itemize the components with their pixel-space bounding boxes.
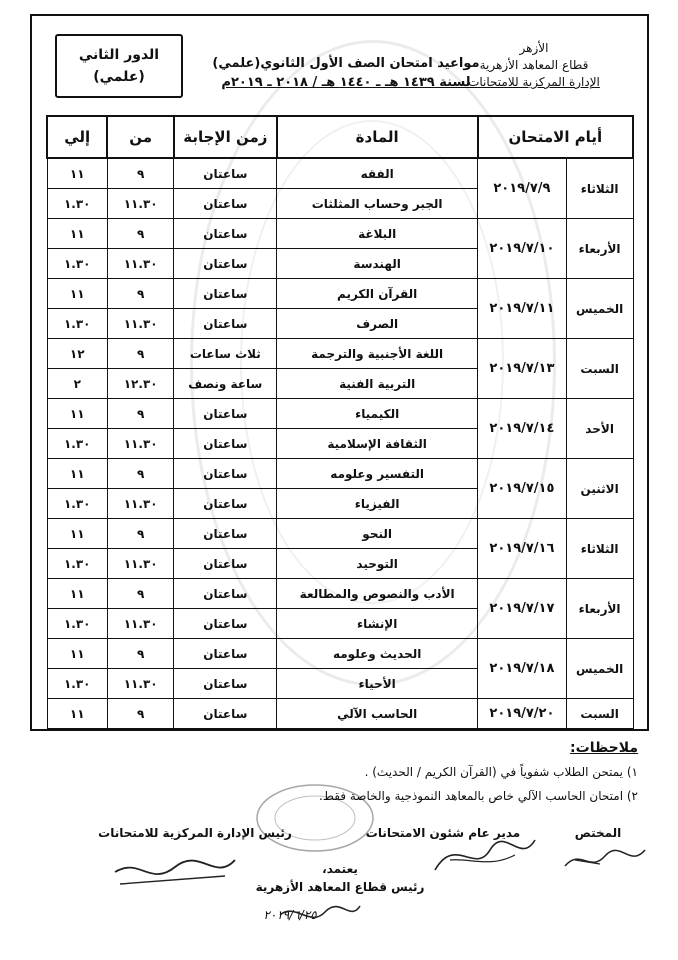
end-time: ١١ [47,699,107,729]
exam-date: ٢٠١٩/٧/١٠ [478,219,567,279]
end-time: ١١ [47,158,107,189]
start-time: ١١.٣٠ [107,309,173,339]
signature-head-central-handwritten [110,852,240,892]
end-time: ١.٣٠ [47,609,107,639]
signature-head-sector-title: رئيس قطاع المعاهد الأزهرية [255,880,425,894]
exam-date: ٢٠١٩/٧/٩ [478,158,567,219]
table-row [47,459,633,489]
table-row [47,519,633,549]
exam-round-box [55,34,183,98]
subject-name: الحاسب الآلي [277,699,478,729]
exam-day: الأحد [566,399,633,459]
title-line-1: مواعيد امتحان الصف الأول الثانوي(علمي) [212,56,480,71]
start-time: ١١.٣٠ [107,609,173,639]
signature-head-central-title: رئيس الإدارة المركزية للامتحانات [98,826,292,840]
end-time: ١٢ [47,339,107,369]
answer-duration: ساعتان [174,669,277,699]
document-title [196,54,496,92]
exam-date: ٢٠١٩/٧/٢٠ [478,699,567,729]
table-row [47,219,633,249]
answer-duration: ساعتان [174,158,277,189]
header-from: من [107,116,173,158]
subject-name: الجبر وحساب المثلثات [277,189,478,219]
subject-name: الصرف [277,309,478,339]
answer-duration: ساعتان [174,699,277,729]
org-line-2: قطاع المعاهد الأزهرية [479,58,589,72]
table-row [47,399,633,429]
exam-date: ٢٠١٩/٧/١٣ [478,339,567,399]
end-time: ١١ [47,519,107,549]
end-time: ١.٣٠ [47,429,107,459]
subject-name: التوحيد [277,549,478,579]
end-time: ١١ [47,639,107,669]
header-days: أيام الامتحان [478,116,633,158]
end-time: ١.٣٠ [47,669,107,699]
header-duration: زمن الإجابة [174,116,277,158]
start-time: ١١.٣٠ [107,189,173,219]
subject-name: الفيزياء [277,489,478,519]
subject-name: النحو [277,519,478,549]
exam-day: السبت [566,339,633,399]
subject-name: الهندسة [277,249,478,279]
answer-duration: ساعتان [174,249,277,279]
table-row [47,158,633,189]
end-time: ١١ [47,399,107,429]
subject-name: الأحياء [277,669,478,699]
exam-day: الأربعاء [566,579,633,639]
table-row [47,639,633,669]
note-text: يمتحن الطلاب شفوياً في (القرآن الكريم / الحديث) . [364,765,624,779]
signature-head-sector-handwritten [275,900,365,930]
answer-duration: ساعتان [174,189,277,219]
start-time: ٩ [107,519,173,549]
approval-label: يعتمد، [322,862,358,876]
note-number: ١) [626,765,638,779]
answer-duration: ساعتان [174,429,277,459]
end-time: ١١ [47,219,107,249]
answer-duration: ثلاث ساعات [174,339,277,369]
answer-duration: ساعتان [174,279,277,309]
signature-specialist-handwritten [560,838,650,878]
end-time: ١١ [47,459,107,489]
table-row [47,699,633,729]
handwritten-date: ٢٠١٩/٦/٢٥ [263,908,317,922]
end-time: ١.٣٠ [47,249,107,279]
answer-duration: ساعة ونصف [174,369,277,399]
start-time: ١١.٣٠ [107,489,173,519]
exam-day: الخميس [566,279,633,339]
answer-duration: ساعتان [174,459,277,489]
title-line-2: لسنة ١٤٣٩ هـ ـ ١٤٤٠ هـ / ٢٠١٨ ـ ٢٠١٩م [221,75,471,90]
start-time: ٩ [107,639,173,669]
subject-name: التفسير وعلومه [277,459,478,489]
answer-duration: ساعتان [174,609,277,639]
end-time: ١.٣٠ [47,549,107,579]
answer-duration: ساعتان [174,489,277,519]
answer-duration: ساعتان [174,549,277,579]
round-stream: (علمي) [93,69,145,85]
subject-name: القرآن الكريم [277,279,478,309]
subject-name: التربية الفنية [277,369,478,399]
answer-duration: ساعتان [174,519,277,549]
start-time: ١١.٣٠ [107,429,173,459]
answer-duration: ساعتان [174,309,277,339]
notes-title: ملاحظات: [570,740,638,756]
answer-duration: ساعتان [174,399,277,429]
exam-date: ٢٠١٩/٧/١١ [478,279,567,339]
exam-day: الثلاثاء [566,158,633,219]
start-time: ٩ [107,279,173,309]
end-time: ١١ [47,279,107,309]
subject-name: الحديث وعلومه [277,639,478,669]
start-time: ١١.٣٠ [107,249,173,279]
header-to: إلي [47,116,107,158]
end-time: ١.٣٠ [47,489,107,519]
end-time: ١١ [47,579,107,609]
signature-specialist-title: المختص [574,826,622,840]
start-time: ١٢.٣٠ [107,369,173,399]
table-row [47,279,633,309]
exam-day: الاثنين [566,459,633,519]
subject-name: البلاغة [277,219,478,249]
start-time: ١١.٣٠ [107,549,173,579]
header-subject: المادة [277,116,478,158]
exam-day: الخميس [566,639,633,699]
round-label: الدور الثاني [78,47,160,63]
page-frame-bottom [30,729,647,731]
org-line-1: الأزهر [519,41,549,55]
table-header-row [47,116,633,158]
exam-date: ٢٠١٩/٧/١٥ [478,459,567,519]
note-number: ٢) [626,789,638,803]
signature-gm-title: مدير عام شئون الامتحانات [365,826,521,840]
exam-date: ٢٠١٩/٧/١٧ [478,579,567,639]
signature-gm-handwritten [430,830,540,880]
subject-name: الفقه [277,158,478,189]
answer-duration: ساعتان [174,219,277,249]
answer-duration: ساعتان [174,579,277,609]
exam-schedule-table [46,115,634,729]
start-time: ٩ [107,219,173,249]
official-stamp [250,780,380,855]
subject-name: اللغة الأجنبية والترجمة [277,339,478,369]
end-time: ١.٣٠ [47,309,107,339]
note-text: امتحان الحاسب الآلي خاص بالمعاهد النموذجية والخاصة فقط. [319,789,624,803]
exam-date: ٢٠١٩/٧/١٦ [478,519,567,579]
start-time: ٩ [107,579,173,609]
subject-name: الثقافة الإسلامية [277,429,478,459]
exam-day: الثلاثاء [566,519,633,579]
exam-day: الأربعاء [566,219,633,279]
start-time: ٩ [107,459,173,489]
exam-day: السبت [566,699,633,729]
subject-name: الأدب والنصوص والمطالعة [277,579,478,609]
subject-name: الإنشاء [277,609,478,639]
start-time: ٩ [107,158,173,189]
exam-date: ٢٠١٩/٧/١٨ [478,639,567,699]
start-time: ٩ [107,339,173,369]
end-time: ٢ [47,369,107,399]
org-line-3: الإدارة المركزية للامتحانات [468,75,600,89]
start-time: ١١.٣٠ [107,669,173,699]
exam-date: ٢٠١٩/٧/١٤ [478,399,567,459]
table-row [47,579,633,609]
table-row [47,339,633,369]
start-time: ٩ [107,699,173,729]
answer-duration: ساعتان [174,639,277,669]
subject-name: الكيمياء [277,399,478,429]
end-time: ١.٣٠ [47,189,107,219]
start-time: ٩ [107,399,173,429]
